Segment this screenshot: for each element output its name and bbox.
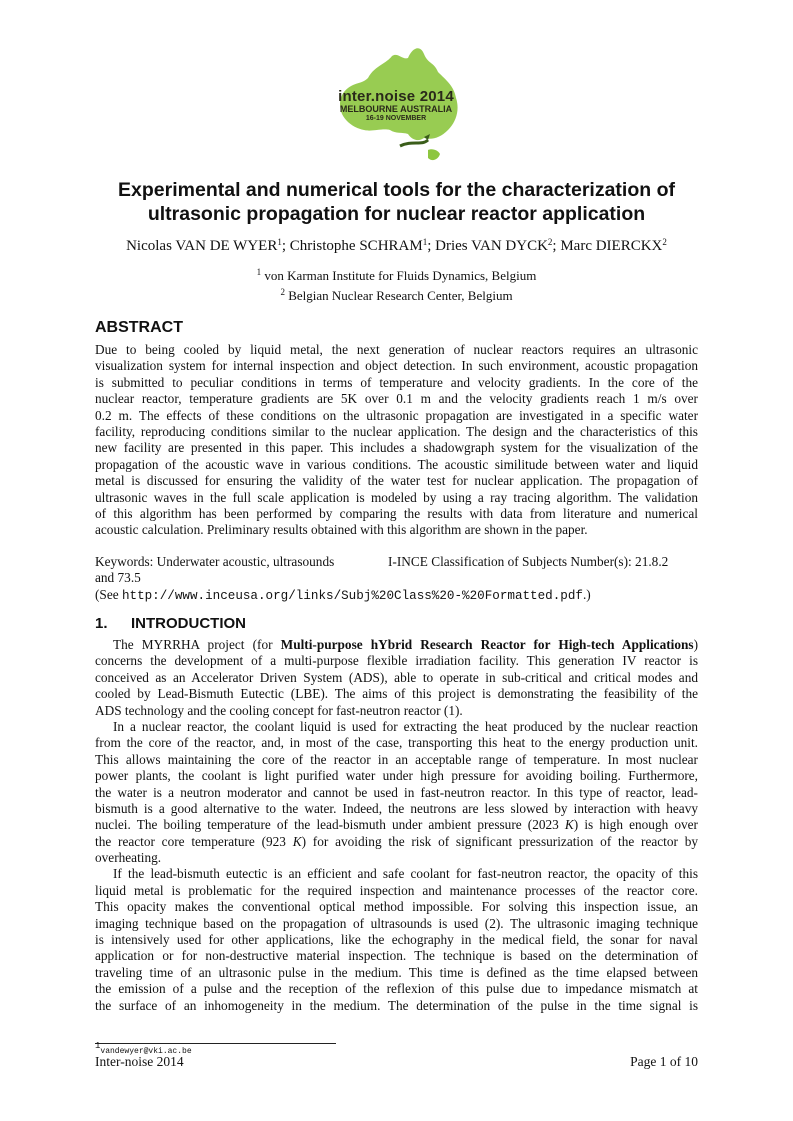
abstract-line: facility, reproducing conditions similar to the nuclear application. The design and the characteristics of this: [95, 423, 698, 439]
intro-text: ) for avoiding the risk of significant pressurization of the reactor by: [301, 833, 699, 849]
see-suffix: .): [582, 586, 591, 602]
footnote-mark: 1: [95, 1041, 101, 1051]
author-name: ; Dries VAN DYCK: [427, 238, 548, 254]
abstract-line: propagation of the acoustic wave in various conditions. The acoustic similitude between water and liquid: [95, 456, 698, 472]
abstract-line: nuclear reactor, temperature gradients are 5K over 0.1 m and the velocity gradients reach 1 m/s over: [95, 391, 698, 407]
classification-reference: [95, 587, 698, 603]
myrrha-expansion: Multi-purpose hYbrid Research Reactor for High-tech Applications: [280, 637, 694, 652]
intro-line: the water is a neutron moderator and cannot be used in fast-neutron reactor. In this type of reactor, lead-: [95, 784, 698, 800]
abstract-body: [95, 342, 698, 539]
abstract-line: new facility are presented in this paper. This includes a shadowgraph system for the visualization of the: [95, 440, 698, 456]
intro-line: [95, 637, 698, 653]
intro-line: overheating.: [95, 850, 162, 866]
section-title: INTRODUCTION: [131, 615, 246, 632]
abstract-line: is submitted to peculiar conditions in terms of temperature and velocity gradients. In the core of the: [95, 374, 698, 390]
author-affiliation-mark: 2: [662, 237, 667, 247]
ince-classification-continued: and 73.5: [95, 570, 141, 586]
unit-kelvin: K: [564, 817, 574, 833]
intro-text: ) is high enough over: [573, 817, 698, 833]
author-affiliation-mark: 2: [547, 237, 553, 247]
author-name: ; Marc DIERCKX: [552, 238, 663, 254]
paper-title-line-1: Experimental and numerical tools for the characterization of: [118, 179, 675, 201]
affiliation-text: Belgian Nuclear Research Center, Belgium: [284, 288, 513, 303]
abstract-line: metal is discussed for ensuring the validity of the water test for nuclear application. The propagation of: [95, 473, 698, 489]
intro-text: nuclei. The boiling temperature of the lead-bismuth under ambient pressure (2023: [95, 817, 565, 833]
classification-link[interactable]: http://www.inceusa.org/links/Subj%20Class%20-%20Formatted.pdf: [121, 588, 583, 603]
author-name: Nicolas VAN DE WYER: [126, 238, 278, 254]
intro-line: ADS technology and the cooling concept for fast-neutron reactor (1).: [95, 702, 463, 718]
abstract-line: 0.2 m. The effects of these conditions on the ultrasonic propagation are investigated in a specific water: [95, 407, 698, 423]
intro-line: conceived as an Accelerator Driven System (ADS), able to operate in sub-critical and critical modes and: [95, 669, 698, 685]
intro-line: application or for non-destructive material inspection. The technique is based on the determination of: [95, 948, 698, 964]
author-affiliation-mark: 1: [277, 237, 282, 247]
intro-line: liquid metal is problematic for the required inspection and maintenance processes of the reactor core.: [95, 882, 698, 898]
unit-kelvin: K: [292, 833, 302, 849]
intro-text: the reactor core temperature (923: [95, 833, 293, 849]
intro-line: This allows maintaining the core of the reactor in an acceptable range of temperature. In most nuclear: [95, 751, 698, 767]
affiliation-mark: 1: [256, 267, 262, 277]
keywords-text: Keywords: Underwater acoustic, ultrasounds: [95, 554, 335, 569]
keywords-block: [95, 554, 698, 603]
intro-text: The MYRRHA project (for: [113, 637, 281, 652]
affiliation-2: [60, 288, 733, 304]
paper-title: [60, 178, 733, 226]
author-affiliation-mark: 1: [422, 237, 428, 247]
intro-line: If the lead-bismuth eutectic is an efficient and safe coolant for fast-neutron reactor, the opacity of this: [113, 866, 698, 882]
logo-title: inter.noise 2014: [338, 88, 454, 105]
intro-line: the emission of a pulse and the reception of the reflexion of this pulse due to impedance mismatch at: [95, 981, 698, 997]
see-prefix: (See: [95, 586, 122, 602]
abstract-line: Due to being cooled by liquid metal, the next generation of nuclear reactors requires an ultrasonic: [95, 342, 698, 357]
ince-classification: I-INCE Classification of Subjects Number(s): 21.8.2: [388, 554, 669, 569]
intro-line: [95, 817, 698, 833]
introduction-heading: [95, 615, 246, 632]
intro-line: In a nuclear reactor, the coolant liquid is used for extracting the heat produced by the nuclear reaction: [113, 718, 698, 734]
intro-line: bismuth is a good alternative to the water. Indeed, the neutrons are less slowed by interaction with heavy: [95, 800, 698, 816]
footnote-rule: [95, 1043, 336, 1044]
abstract-line: acoustic calculation. Preliminary results obtained with this algorithm are shown in the paper.: [95, 522, 588, 538]
intro-line: cooled by Lead-Bismuth Eutectic (LBE). The aims of this project is demonstrating the feasibility of the: [95, 686, 698, 702]
logo-location: MELBOURNE AUSTRALIA: [339, 104, 453, 114]
intro-line: is intensively used for other applications, like the echography in the medical field, the sonar for naval: [95, 932, 698, 948]
intro-line: This opacity makes the conventional optical method impossible. For solving this inspection issue, an: [95, 899, 698, 915]
footnote-email[interactable]: vandewyer@vki.ac.be: [100, 1047, 192, 1056]
footer-conference: Inter-noise 2014: [95, 1054, 184, 1069]
conference-logo: [328, 42, 464, 170]
abstract-line: visualization system for internal inspection and object detection. In such environment, acoustic propagation: [95, 358, 698, 374]
abstract-line: ultrasonic waves in the full scale application is modeled by using a ray tracing algorithm. The validation: [95, 489, 698, 505]
intro-text: ): [693, 637, 698, 652]
intro-line: [95, 834, 698, 850]
affiliation-mark: 2: [280, 287, 285, 297]
introduction-body: [95, 637, 698, 1014]
author-list: [60, 237, 733, 255]
logo-dates: 16-19 NOVEMBER: [365, 115, 427, 122]
affiliation-1: [60, 268, 733, 284]
intro-line: the surface of an inhomogeneity in the medium. The determination of the pulse in the time signal is: [95, 997, 698, 1013]
intro-line: imaging technique based on the propagation of ultrasounds is used (2). The ultrasonic imaging technique: [95, 915, 698, 931]
author-name: ; Christophe SCHRAM: [281, 238, 423, 254]
section-number: 1.: [95, 615, 108, 632]
intro-line: traveling time of an ultrasonic pulse in the medium. This time is defined as the time elapsed between: [95, 964, 698, 980]
paper-title-line-2: ultrasonic propagation for nuclear reactor application: [147, 203, 646, 225]
affiliation-text: von Karman Institute for Fluids Dynamics, Belgium: [261, 268, 537, 283]
footer-page-number: Page 1 of 10: [630, 1054, 698, 1069]
intro-line: from the core of the reactor, and, in most of the case, transporting this heat to the energy production unit.: [95, 735, 698, 751]
abstract-heading: ABSTRACT: [95, 319, 183, 336]
abstract-line: of this algorithm has been performed by comparing the results with data from literature and numerical: [95, 505, 698, 521]
intro-line: concerns the development of a multi-purpose flexible irradiation facility. This generation IV reactor is: [95, 653, 698, 669]
intro-line: power plants, the coolant is light purified water under high pressure for avoiding boiling. Furthermore,: [95, 768, 698, 784]
